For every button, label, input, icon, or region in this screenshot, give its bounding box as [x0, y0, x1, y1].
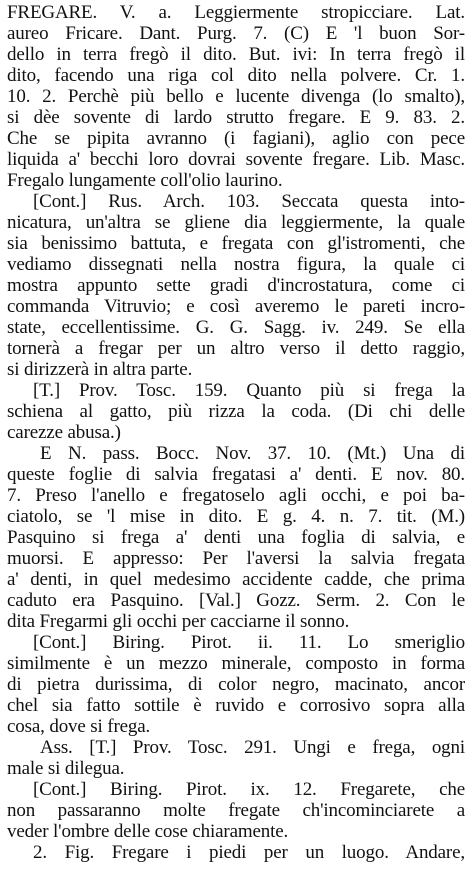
- entry-line: mostra appunto sette gradi d'incrostatura, come ci: [7, 275, 465, 296]
- entry-line: carezze abusa.): [7, 422, 121, 443]
- entry-line: 7. Preso l'anello e fregatoselo agli occhi, e poi ba-: [7, 485, 465, 506]
- entry-line: tornerà a fregar per un altro verso il detto raggio,: [7, 338, 465, 359]
- entry-line: Che se pipita avranno (i fagiani), aglio con pece: [7, 128, 465, 149]
- entry-line: commanda Vitruvio; e così averemo le pareti incro-: [7, 296, 465, 317]
- entry-line: [Cont.] Biring. Pirot. ii. 11. Lo smeriglio: [33, 632, 465, 653]
- entry-line: Fregalo lungamente coll'olio laurino.: [7, 170, 283, 191]
- entry-line: Ass. [T.] Prov. Tosc. 291. Ungi e frega, ogni: [40, 737, 465, 758]
- entry-line: aureo Fricare. Dant. Purg. 7. (C) E 'l buon Sor-: [7, 23, 465, 44]
- entry-line: si dèe sovente di lardo strutto fregare. E 9. 83. 2.: [7, 107, 465, 128]
- entry-line: sia benissimo battuta, e fregata con gl'istromenti, che: [7, 233, 465, 254]
- entry-line: si dirizzerà in altra parte.: [7, 359, 193, 380]
- entry-line: vediamo dissegnati nella nostra figura, la quale ci: [7, 254, 465, 275]
- entry-line: queste foglie di salvia fregatasi a' denti. E nov. 80.: [7, 464, 465, 485]
- entry-line: ciatolo, se 'l mise in dito. E g. 4. n. 7. tit. (M.): [7, 506, 465, 527]
- entry-line: di pietra durissima, di color negro, macinato, ancor: [7, 674, 465, 695]
- entry-line: schiena al gatto, più rizza la coda. (Di chi delle: [7, 401, 465, 422]
- entry-line: dello in terra fregò il dito. But. ivi: In terra fregò il: [7, 44, 465, 65]
- entry-line: non passaranno molte fregate ch'incominciarete a: [7, 800, 465, 821]
- entry-line: male si dilegua.: [7, 758, 125, 779]
- entry-line: muorsi. E appresso: Per l'aversi la salvia fregata: [7, 548, 465, 569]
- entry-line: similmente è un mezzo minerale, composto in forma: [7, 653, 465, 674]
- entry-line: Pasquino si frega a' denti una foglia di salvia, e: [7, 527, 465, 548]
- entry-line: nicatura, un'altra se gliene dia leggiermente, la quale: [7, 212, 465, 233]
- entry-line: state, eccellentissime. G. G. Sagg. iv. 249. Se ella: [7, 317, 465, 338]
- entry-line: a' denti, in quel medesimo accidente cadde, che prima: [7, 569, 465, 590]
- entry-line: [Cont.] Biring. Pirot. ix. 12. Fregarete, che: [33, 779, 465, 800]
- entry-line: E N. pass. Bocc. Nov. 37. 10. (Mt.) Una di: [40, 443, 465, 464]
- entry-line: chel sia fatto sottile è ruvido e corrosivo sopra alla: [7, 695, 465, 716]
- entry-line: cosa, dove si frega.: [7, 716, 151, 737]
- entry-line: [Cont.] Rus. Arch. 103. Seccata questa into-: [33, 191, 465, 212]
- entry-line: 10. 2. Perchè più bello e lucente divenga (lo smalto),: [7, 86, 465, 107]
- entry-line: dita Fregarmi gli occhi per cacciarne il sonno.: [7, 611, 350, 632]
- entry-line: [T.] Prov. Tosc. 159. Quanto più si frega la: [33, 380, 465, 401]
- entry-line: veder l'ombre delle cose chiaramente.: [7, 821, 289, 842]
- entry-line: caduto era Pasquino. [Val.] Gozz. Serm. 2. Con le: [7, 590, 465, 611]
- entry-line: liquida a' becchi loro dovrai sovente fregare. Lib. Masc.: [7, 149, 465, 170]
- entry-line: 2. Fig. Fregare i piedi per un luogo. Andare,: [33, 842, 465, 863]
- entry-line: dito, facendo una riga col dito nella polvere. Cr. 1.: [7, 65, 465, 86]
- entry-line: FREGARE. V. a. Leggiermente stropicciare. Lat.: [7, 2, 465, 23]
